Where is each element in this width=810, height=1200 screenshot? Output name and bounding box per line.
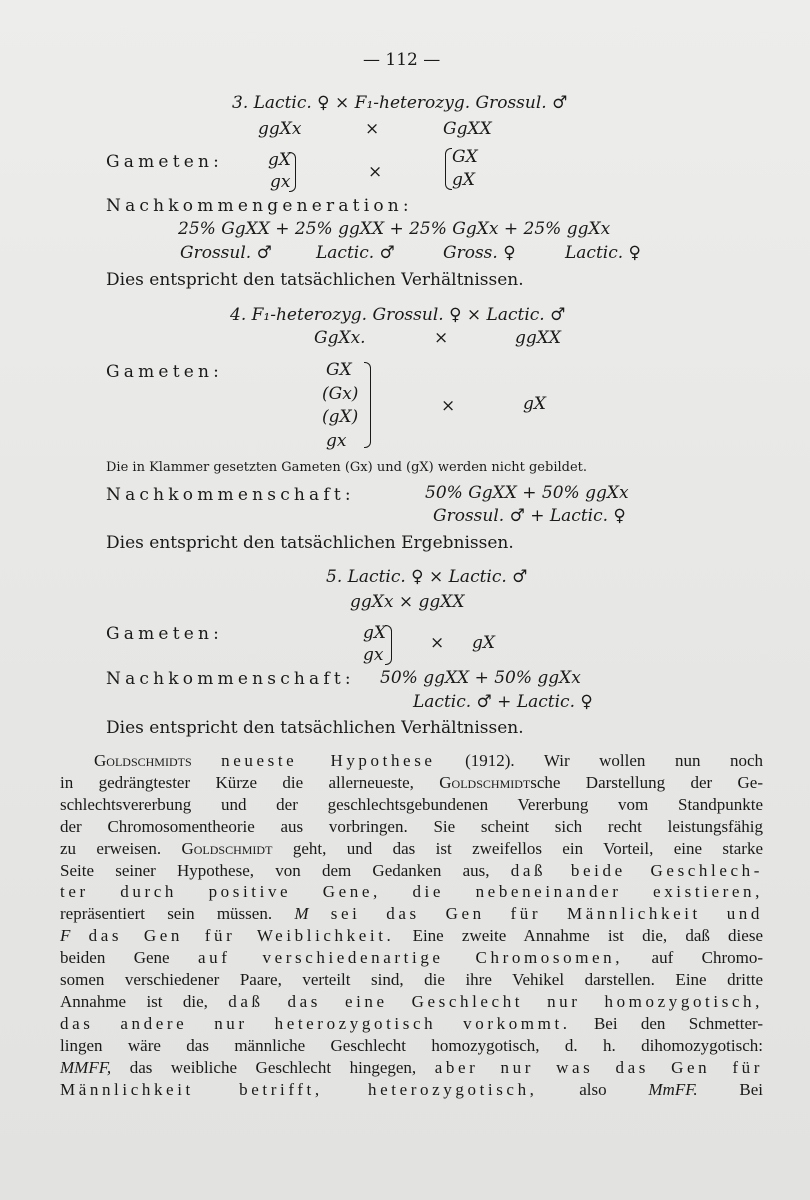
- cross-sign: ×: [441, 396, 456, 416]
- brace: [385, 625, 392, 665]
- offspring-result: 25% GgXX + 25% ggXX + 25% GgXx + 25% ggXx: [178, 219, 611, 239]
- offspring-label: Nachkommenschaft:: [106, 485, 355, 505]
- gamete: (gX): [322, 407, 359, 427]
- brace: [445, 148, 452, 190]
- offspring-phenotype: Lactic. ♂: [316, 243, 395, 263]
- offspring-label: Nachkommengeneration:: [106, 196, 413, 216]
- text-line: Männlichkeit betrifft, heterozygotisch, also MmFF. Bei: [60, 1079, 763, 1099]
- text-line: in gedrängtester Kürze die allerneueste, Goldschmidtsche Darstellung der Ge-: [60, 772, 763, 792]
- text-line: beiden Gene auf verschiedenartige Chromosomen, auf Chromo-: [60, 948, 764, 968]
- text-line: schlechtsvererbung und der geschlechtsgebundenen Vererbung vom Standpunkte: [60, 794, 763, 814]
- gamete: GX: [452, 147, 478, 167]
- genotype-left: ggXx: [258, 119, 302, 139]
- text-line: das andere nur heterozygotisch vorkommt. Bei den Schmetter-: [60, 1013, 763, 1033]
- gamete: GX: [326, 360, 352, 380]
- text-line: zu erweisen. Goldschmidt geht, und das ist zweifellos ein Vorteil, eine starke: [60, 838, 764, 858]
- result-note: Dies entspricht den tatsächlichen Verhältnissen.: [106, 270, 524, 290]
- text-line: Annahme ist die, daß das eine Geschlecht nur homozygotisch,: [60, 991, 764, 1011]
- offspring-label: Nachkommenschaft:: [106, 669, 355, 689]
- cross-3-heading: 3. Lactic. ♀ × F₁-heterozyg. Grossul. ♂: [232, 93, 568, 113]
- offspring-phenotype: Gross. ♀: [443, 243, 516, 263]
- text-line: ter durch positive Gene, die nebeneinander existieren,: [60, 882, 763, 902]
- footnote: Die in Klammer gesetzten Gameten (Gx) und (gX) werden nicht gebildet.: [106, 460, 587, 475]
- gamete: gX: [268, 150, 291, 170]
- text-line: Seite seiner Hypothese, von dem Gedanken aus, daß beide Geschlech-: [60, 860, 764, 880]
- gamete: gX: [472, 633, 495, 653]
- genotype-right: GgXX: [443, 119, 492, 139]
- cross-sign: ×: [365, 119, 380, 139]
- result-note: Dies entspricht den tatsächlichen Verhältnissen.: [106, 718, 524, 738]
- cross-5-heading: 5. Lactic. ♀ × Lactic. ♂: [326, 567, 528, 587]
- cross-sign: ×: [368, 162, 383, 182]
- brace: [289, 152, 296, 192]
- gamete: (Gx): [322, 384, 359, 404]
- offspring-phenotype: Grossul. ♂: [180, 243, 272, 263]
- gameten-label: Gameten:: [106, 152, 224, 172]
- cross-sign: ×: [434, 328, 449, 348]
- gameten-label: Gameten:: [106, 362, 224, 382]
- cross-sign: ×: [430, 633, 445, 653]
- offspring-result: 50% GgXX + 50% ggXx: [425, 483, 629, 503]
- text-line: somen verschiedener Paare, verteilt sind, die ihre Vehikel darstellen. Eine dritte: [60, 970, 763, 990]
- brace: [364, 362, 371, 448]
- genotype-right: ggXX: [515, 328, 561, 348]
- gamete: gX: [452, 170, 475, 190]
- gamete: gx: [270, 172, 291, 192]
- offspring-phenotype: Lactic. ♀: [565, 243, 641, 263]
- text-line: lingen wäre das männliche Geschlecht homozygotisch, d. h. dihomozygotisch:: [60, 1035, 763, 1055]
- text-line: der Chromosomentheorie aus vorbringen. Sie scheint sich recht leistungsfähig: [60, 816, 763, 836]
- text-line: repräsentiert sein müssen. M sei das Gen für Männlichkeit und: [60, 904, 763, 924]
- cross-4-heading: 4. F₁-heterozyg. Grossul. ♀ × Lactic. ♂: [230, 305, 566, 325]
- offspring-phenotype: Lactic. ♂ + Lactic. ♀: [413, 692, 593, 712]
- offspring-result: 50% ggXX + 50% ggXx: [380, 668, 581, 688]
- genotype-left: GgXx.: [314, 328, 366, 348]
- gamete: gx: [326, 431, 347, 451]
- text-line: MMFF, das weibliche Geschlecht hingegen, aber nur was das Gen für: [60, 1057, 764, 1077]
- body-paragraph: [60, 750, 763, 1101]
- page-number: — 112 —: [363, 50, 441, 70]
- offspring-phenotype: Grossul. ♂ + Lactic. ♀: [433, 506, 626, 526]
- gamete: gX: [363, 623, 386, 643]
- gamete: gx: [363, 645, 384, 665]
- text-line: Goldschmidts neueste Hypothese (1912). Wir wollen nun noch: [94, 751, 764, 770]
- result-note: Dies entspricht den tatsächlichen Ergebnissen.: [106, 533, 514, 553]
- text-line: F das Gen für Weiblichkeit. Eine zweite Annahme ist die, daß diese: [60, 926, 763, 946]
- genotypes: ggXx × ggXX: [350, 592, 465, 612]
- gamete: gX: [523, 394, 546, 414]
- gameten-label: Gameten:: [106, 624, 224, 644]
